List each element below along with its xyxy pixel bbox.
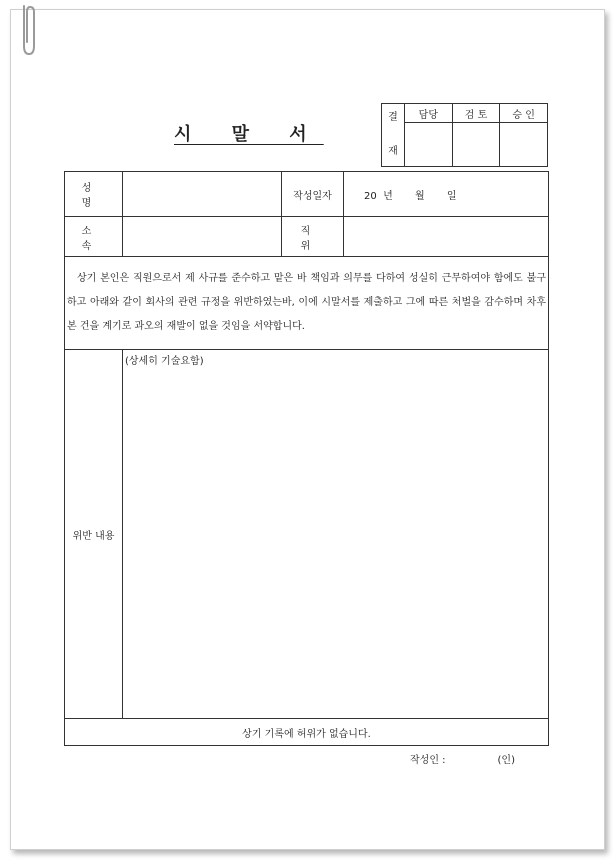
violation-hint: (상세히 기술요함) <box>125 356 204 367</box>
confirm-text: 상기 기록에 허위가 없습니다. <box>65 719 549 746</box>
signature-label: 작성인 : <box>410 755 446 766</box>
approval-box <box>381 103 548 167</box>
name-label: 성 명 <box>65 172 123 217</box>
approval-header-manager: 담당 <box>405 104 453 123</box>
form-table <box>64 171 549 746</box>
dept-field[interactable] <box>123 217 282 257</box>
position-field[interactable] <box>344 217 549 257</box>
seal-mark: (인) <box>497 755 515 766</box>
signature-line <box>410 751 515 766</box>
statement-text: 상기 본인은 직원으로서 제 사규를 준수하고 맡은 바 책임과 의무를 다하여 성실히 근무하여야 함에도 불구하고 아래와 같이 회사의 관련 규정을 위반하였는바, 이에 시말서를 제출하고 그에 따른 처벌을 감수하며 차후 본 건을 계기로 과오의 재발이 없을 것임을 서약합니다. <box>65 257 549 350</box>
approval-label-gyeol: 결 <box>388 112 398 123</box>
approval-label <box>382 104 405 167</box>
approval-sign-review[interactable] <box>452 123 500 167</box>
approval-header-approve: 승 인 <box>500 104 548 123</box>
position-label: 직 위 <box>282 217 344 257</box>
approval-sign-manager[interactable] <box>405 123 453 167</box>
violation-detail-field[interactable] <box>123 350 549 719</box>
approval-label-jae: 재 <box>388 146 398 157</box>
date-label: 작성일자 <box>282 172 344 217</box>
name-field[interactable] <box>123 172 282 217</box>
approval-header-review: 검 토 <box>452 104 500 123</box>
violation-label: 위반 내용 <box>65 350 123 719</box>
document-title: 시 말 서 <box>174 124 324 145</box>
paperclip-icon <box>18 2 38 58</box>
dept-label: 소 속 <box>65 217 123 257</box>
date-field[interactable]: 20 년 월 일 <box>344 172 549 217</box>
approval-sign-approve[interactable] <box>500 123 548 167</box>
